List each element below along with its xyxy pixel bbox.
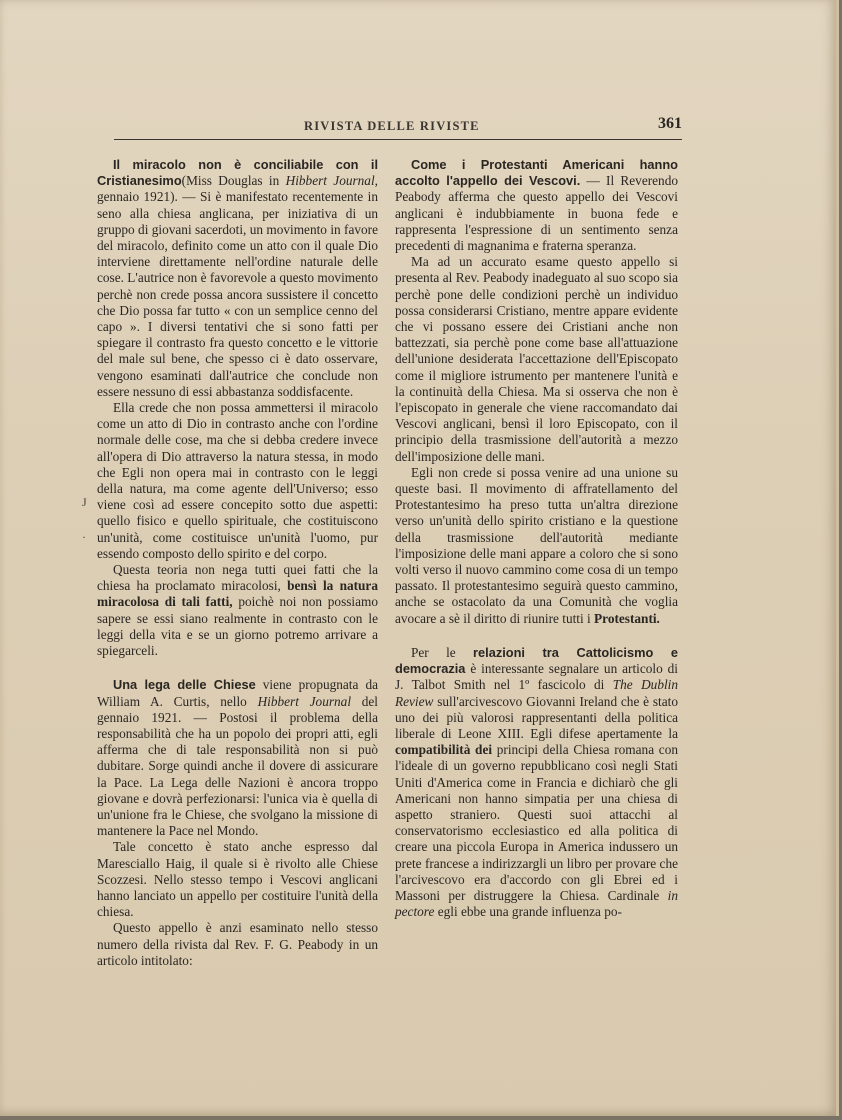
page-number: 361 — [658, 115, 682, 132]
journal-title: Hibbert Journal — [257, 693, 352, 709]
section-lega-p3: Questo appello è anzi esaminato nello stesso numero della rivista dal Rev. F. G. Peabody in un articolo intitolato: — [97, 920, 378, 968]
margin-mark: J — [82, 495, 87, 509]
margin-mark: · — [82, 530, 86, 544]
section-miracolo-p3: Questa teoria non nega tutti quei fatti che la chiesa ha proclamato miracolosi, bensì la natura miracolosa di tali fatti, poichè noi non possiamo sapere se essi siano realmente in contrasto con le leggi della vita e se un giorno potremo arrivare a spiegarceli. — [97, 562, 378, 659]
right-column — [395, 157, 678, 920]
section-cattolicismo-p1: Per le relazioni tra Cattolicismo e democrazia è interessante segnalare un articolo di J. Talbot Smith nel 1º fascicolo di The Dublin Review sull'arcivescovo Giovanni Ireland che è stato uno dei più valorosi rappresentanti della politica liberale di Leone XIII. Egli difese apertamente la compatibilità dei principi della Chiesa romana con l'ideale di un governo repubblicano così negli Stati Uniti d'America come in Francia e dichiarò che gli Americani non hanno simpatia per una chiesa di aspetto straniero. Questi suoi attacchi al conservatorismo ecclesiastico ed alla politica di creare una piccola Europa in America indussero un prete francese a indirizzargli un libro per provare che l'arcivescovo era d'accordo con gli Ebrei ed i Massoni per distruggere la Chiesa. Cardinale in pectore egli ebbe una grande influenza po- — [395, 644, 678, 920]
section-heading: Come i Protestanti Americani hanno accolto l'appello dei Vescovi. — [395, 157, 678, 189]
section-lega-p1: Una lega delle Chiese viene propugnata da William A. Curtis, nello Hibbert Journal del gennaio 1921. — Postosi il problema della responsabilità che ha un popolo dei propri atti, egli afferma che di tale responsabilità non si può dubitare. Sorge quindi anche il dovere di assicurare la Pace. La Lega delle Nazioni è ancora troppo giovane e dovrà perfezionarsi: l'unica via è quella di un'unione fra le Chiese, che svolgano la missione di mantenere la Pace nel Mondo. — [97, 677, 379, 839]
running-head: RIVISTA DELLE RIVISTE — [304, 119, 480, 133]
left-column — [97, 157, 378, 969]
page-header — [114, 117, 682, 140]
journal-title: Hibbert Journal — [285, 173, 375, 189]
section-protestanti-p1: Come i Protestanti Americani hanno accolto l'appello dei Vescovi. — Il Reverendo Peabody afferma che questo appello dei Vescovi anglicani è indubbiamente in buona fede e rappresenta l'espressione di un sentimento senza precedenti di magnanima e fraterna speranza. — [395, 157, 678, 254]
journal-title: The Dublin Review — [395, 677, 678, 709]
section-heading: Una lega delle Chiese — [113, 677, 256, 693]
section-protestanti-p2: Ma ad un accurato esame questo appello si presenta al Rev. Peabody inadeguato al suo scopo sia perchè pone delle condizioni perchè un individuo possa considerarsi Cristiano, mentre appare evidente che vi possano essere dei Cristiani anche non battezzati, sia perchè pone come base all'attuazione dell'unione desiderata l'accettazione dell'Episcopato come il migliore istrumento per mantenere l'unità e la continuità della Chiesa. Ma si osserva che non è l'episcopato in generale che viene raccomandato dai Vescovi anglicani, bensì il loro Episcopato, con il principio della trasmissione dell'autorità a mezzo dell'imposizione delle mani. — [395, 254, 678, 464]
section-miracolo-p1: Il miracolo non è conciliabile con il Cristianesimo(Miss Douglas in Hibbert Journal, gennaio 1921). — Si è manifestato recentemente in seno alla chiesa anglicana, per iniziativa di un gruppo di giovani sacerdoti, un movimento in favore del miracolo, definito come un atto con il quale Dio interviene direttamente nell'ordine naturale delle cose. L'autrice non è favorevole a questo movimento perchè non crede possa ancora sussistere il concetto che Dio possa far tutto « con un semplice cenno del capo ». I diversi tentativi che si sono fatti per spiegare il contrasto fra questo concetto e le vittorie del male sul bene, che spesso ci è dato osservare, vengono esaminati dall'autrice che conclude non essere nessuno di essi abbastanza soddisfacente. — [97, 157, 378, 399]
section-heading: relazioni tra Cattolicismo e democrazia — [395, 644, 678, 677]
section-miracolo-p2: Ella crede che non possa ammettersi il miracolo come un atto di Dio in contrasto anche con l'ordine normale delle cose, ma che si debba credere invece all'opera di Dio attraverso la natura stessa, in modo che Egli non opera mai in contrasto con le leggi della natura, ma come agente dell'Universo; esso viene così ad essere concepito sotto due aspetti: quello fisico e quello spirituale, che costituiscono un'unità, come costituisce un'unità l'uomo, pur essendo composto dello spirito e del corpo. — [97, 400, 378, 561]
section-protestanti-p3: Egli non crede si possa venire ad una unione su queste basi. Il movimento di affratellamento del Protestantesimo ha preso tutta un'altra direzione verso un'unità dello spirito cristiano e la questione della trasmissione dell'autorità mediante l'imposizione delle mani appare a coloro che si sono volti verso il nuovo cammino come cosa di un tempo passato. Il protestantesimo seguirà questo cammino, anche se ostacolato da una Comunità che voglia avocare a sè il diritto di riunire tutti i Protestanti. — [395, 464, 678, 626]
section-lega-p2: Tale concetto è stato anche espresso dal Maresciallo Haig, il quale si è rivolto alle Chiese Scozzesi. Nello stesso tempo i Vescovi anglicani hanno lanciato un appello per costituire l'unità della chiesa. — [97, 839, 378, 920]
section-heading: Il miracolo non è conciliabile con il Cristianesimo — [97, 157, 378, 189]
